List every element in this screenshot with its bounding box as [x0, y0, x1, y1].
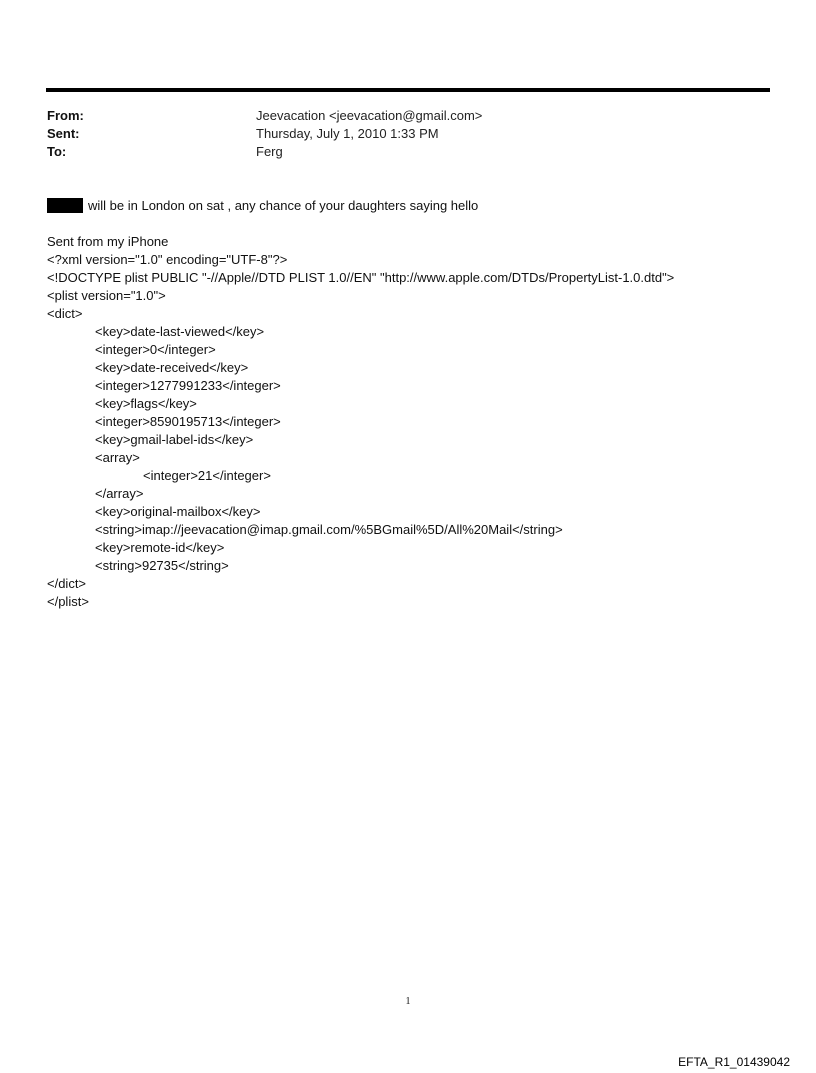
- to-value: Ferg: [256, 144, 283, 159]
- plist-line: <integer>1277991233</integer>: [95, 378, 281, 393]
- plist-line: <key>gmail-label-ids</key>: [95, 432, 254, 447]
- plist-line: <integer>0</integer>: [95, 342, 216, 357]
- plist-line: <key>original-mailbox</key>: [95, 504, 261, 519]
- plist-line: <array>: [95, 450, 140, 465]
- sent-row: [47, 125, 767, 143]
- plist-line: <integer>8590195713</integer>: [95, 414, 281, 429]
- sent-value: Thursday, July 1, 2010 1:33 PM: [256, 126, 439, 141]
- spacer: [47, 215, 787, 233]
- to-label: To:: [47, 144, 67, 159]
- plist-line: <key>flags</key>: [95, 396, 197, 411]
- plist-line: </array>: [95, 486, 144, 501]
- plist-line: <string>imap://jeevacation@imap.gmail.com/%5BGmail%5D/All%20Mail</string>: [95, 522, 563, 537]
- from-row: [47, 107, 767, 125]
- plist-line: <key>date-last-viewed</key>: [95, 324, 265, 339]
- sent-label: Sent:: [47, 126, 80, 141]
- bates-number: EFTA_R1_01439042: [678, 1055, 790, 1069]
- plist-line: <string>92735</string>: [95, 558, 229, 573]
- header-rule: [46, 88, 770, 92]
- to-row: [47, 143, 767, 161]
- plist-line: <key>remote-id</key>: [95, 540, 225, 555]
- message-line: [47, 197, 787, 215]
- email-header: [47, 107, 767, 161]
- signature-line: Sent from my iPhone: [47, 234, 169, 249]
- plist-line: <dict>: [47, 306, 83, 321]
- email-body: [47, 197, 787, 611]
- plist-line: <!DOCTYPE plist PUBLIC "-//Apple//DTD PLIST 1.0//EN" "http://www.apple.com/DTDs/PropertyList-1.0.dtd">: [47, 270, 675, 285]
- message-text: will be in London on sat , any chance of your daughters saying hello: [88, 198, 479, 213]
- redaction-box: [47, 198, 83, 213]
- plist-line: <?xml version="1.0" encoding="UTF-8"?>: [47, 252, 288, 267]
- from-label: From:: [47, 108, 84, 123]
- plist-line: </dict>: [47, 576, 87, 591]
- plist-line: <integer>21</integer>: [143, 468, 271, 483]
- page-number: 1: [405, 996, 411, 1007]
- from-value: Jeevacation <jeevacation@gmail.com>: [256, 108, 483, 123]
- plist-line: <plist version="1.0">: [47, 288, 166, 303]
- plist-line: </plist>: [47, 594, 89, 609]
- plist-line: <key>date-received</key>: [95, 360, 249, 375]
